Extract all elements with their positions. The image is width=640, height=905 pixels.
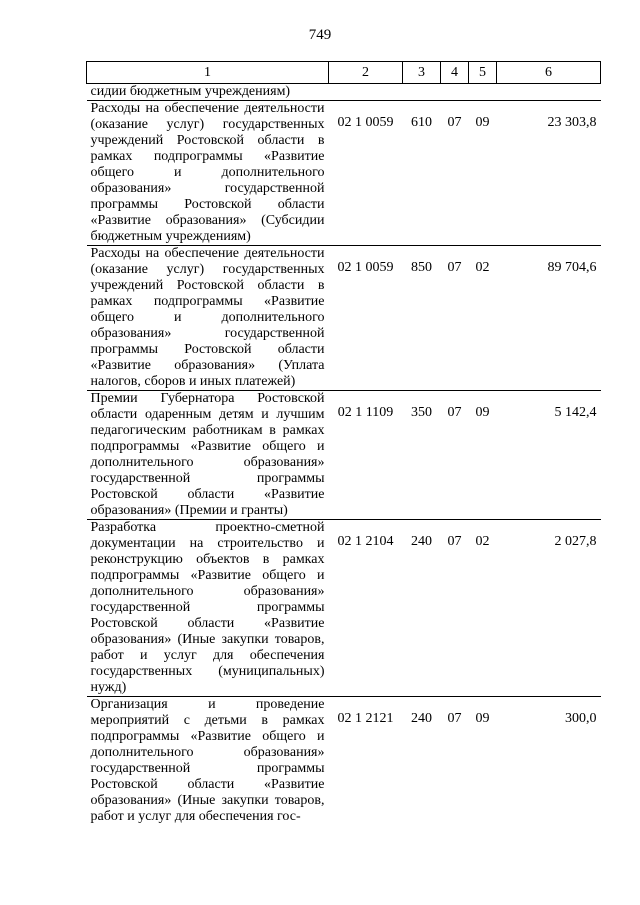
header-col-1: 1 [87, 62, 329, 84]
row-subsection: 02 [469, 246, 497, 391]
row-section: 07 [441, 520, 469, 697]
header-col-2: 2 [329, 62, 403, 84]
row-section: 07 [441, 391, 469, 520]
row-amount: 2 027,8 [497, 520, 601, 697]
row-subsection: 09 [469, 391, 497, 520]
row-description: Расходы на обеспечение деятельности (оказание услуг) государственных учреждений Ростовской области в рамках подпрограммы «Развитие общего и дополнительного образования» государственной программы Ростовской области «Развитие образования» (Субсидии бюджетным учреждениям) [87, 101, 329, 246]
row-target-code: 02 1 2104 [329, 520, 403, 697]
row-section: 07 [441, 697, 469, 826]
row-description: Расходы на обеспечение деятельности (оказание услуг) государственных учреждений Ростовской области в рамках подпрограммы «Развитие общего и дополнительного образования» государственной программы Ростовской области «Развитие образования» (Уплата налогов, сборов и иных платежей) [87, 246, 329, 391]
row-expense-type: 850 [403, 246, 441, 391]
table-row [87, 101, 601, 246]
header-col-6: 6 [497, 62, 601, 84]
row-subsection: 09 [469, 101, 497, 246]
row-amount: 89 704,6 [497, 246, 601, 391]
row-description: сидии бюджетным учреждениям) [90, 84, 291, 99]
row-target-code: 02 1 2121 [329, 697, 403, 826]
row-expense-type: 240 [403, 520, 441, 697]
page-number: 749 [308, 27, 332, 43]
row-description: Организация и проведение мероприятий с детьми в рамках подпрограммы «Развитие общего и дополнительного образования» государственной программы Ростовской области «Развитие образования» (Иные закупки товаров, работ и услуг для обеспечения гос- [87, 697, 329, 826]
header-col-3: 3 [403, 62, 441, 84]
table-row [87, 246, 601, 391]
table-row-continuation [87, 84, 601, 101]
row-description: Премии Губернатора Ростовской области одаренным детям и лучшим педагогическим работникам в рамках подпрограммы «Развитие общего и дополнительного образования» государственной программы Ростовской области «Развитие образования» (Премии и гранты) [87, 391, 329, 520]
row-target-code: 02 1 0059 [329, 246, 403, 391]
row-amount: 300,0 [497, 697, 601, 826]
row-subsection: 02 [469, 520, 497, 697]
row-amount: 23 303,8 [497, 101, 601, 246]
table-header [87, 62, 601, 84]
row-expense-type: 610 [403, 101, 441, 246]
budget-table [86, 61, 601, 825]
table-row [87, 391, 601, 520]
row-description: Разработка проектно-сметной документации на строительство и реконструкцию объектов в рамках подпрограммы «Развитие общего и дополнительного образования» государственной программы Ростовской области «Развитие образования» (Иные закупки товаров, работ и услуг для обеспечения государственных (муниципальных) нужд) [87, 520, 329, 697]
row-target-code: 02 1 0059 [329, 101, 403, 246]
row-section: 07 [441, 246, 469, 391]
table-row [87, 697, 601, 826]
row-subsection: 09 [469, 697, 497, 826]
table-row [87, 520, 601, 697]
row-expense-type: 240 [403, 697, 441, 826]
header-col-5: 5 [469, 62, 497, 84]
header-col-4: 4 [441, 62, 469, 84]
row-section: 07 [441, 101, 469, 246]
row-target-code: 02 1 1109 [329, 391, 403, 520]
row-expense-type: 350 [403, 391, 441, 520]
row-amount: 5 142,4 [497, 391, 601, 520]
